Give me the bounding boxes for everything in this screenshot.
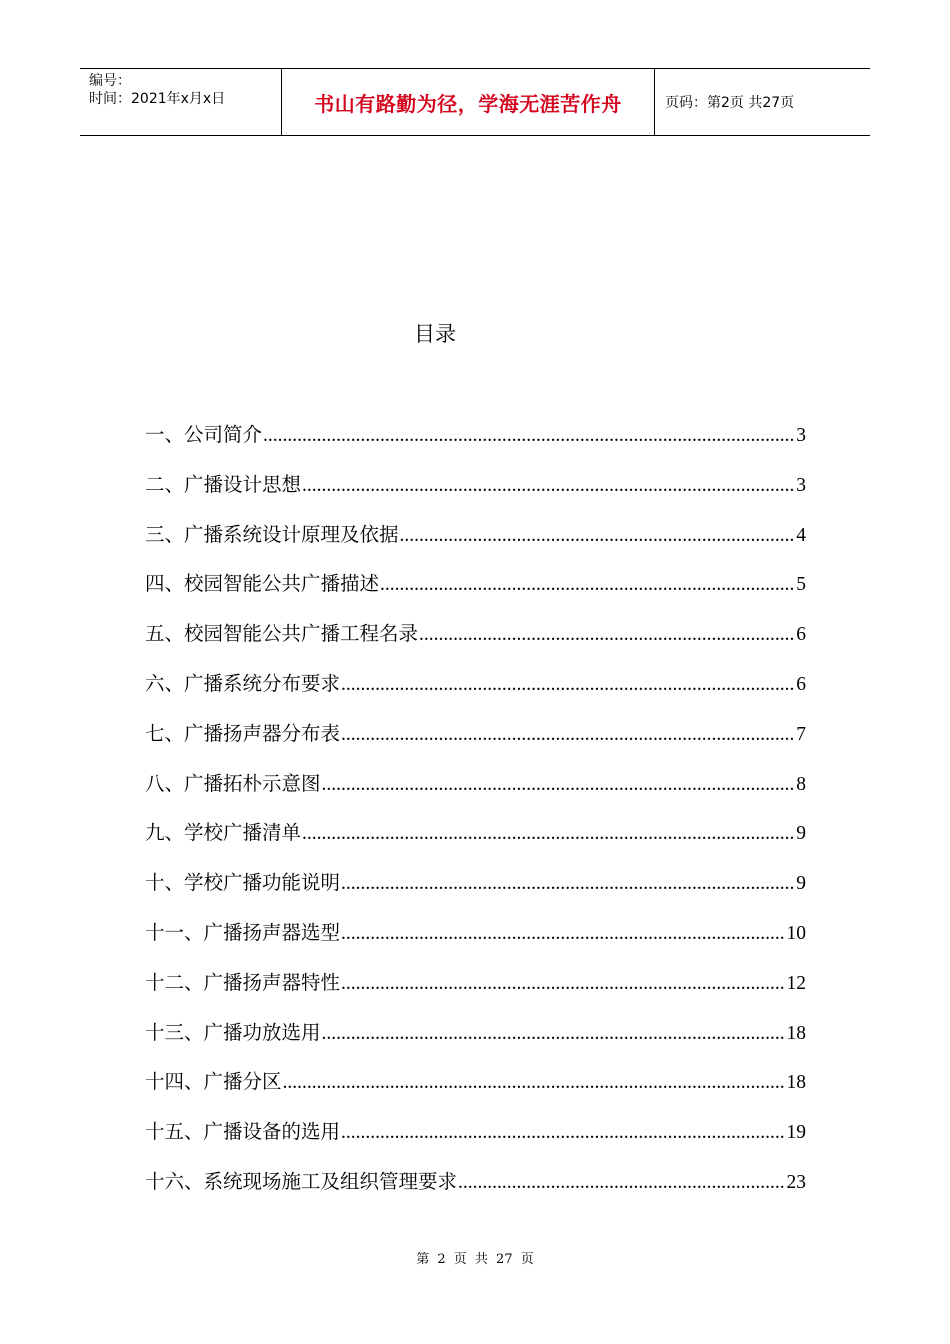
toc-item-label: 十、学校广播功能说明 xyxy=(145,871,341,895)
toc-item[interactable] xyxy=(145,568,806,618)
header-motto: 书山有路勤为径，学海无涯苦作舟 xyxy=(314,91,622,116)
toc-item-page: 10 xyxy=(786,922,806,944)
header-motto-cell xyxy=(282,69,655,135)
toc-item-label: 十二、广播扬声器特性 xyxy=(145,970,341,994)
header-page-info: 页码：第2页 共27页 xyxy=(665,95,795,111)
toc-item[interactable] xyxy=(145,768,806,818)
toc-item-page: 18 xyxy=(786,1072,806,1094)
toc-item[interactable] xyxy=(145,967,806,1017)
toc-item[interactable] xyxy=(145,1116,806,1166)
toc-leader-dots xyxy=(341,973,785,995)
toc-item[interactable] xyxy=(145,817,806,867)
toc-item-label: 四、校园智能公共广播描述 xyxy=(145,572,380,596)
toc-item-label: 十三、广播功放选用 xyxy=(145,1020,321,1044)
toc-leader-dots xyxy=(458,1172,785,1194)
toc-leader-dots xyxy=(341,1122,785,1144)
header-time: 时间：2021年x月x日 xyxy=(89,91,226,107)
header-meta xyxy=(80,69,282,135)
toc-title: 目录 xyxy=(414,322,456,346)
toc-leader-dots xyxy=(322,774,796,796)
toc-leader-dots xyxy=(322,1023,786,1045)
toc-item[interactable] xyxy=(145,718,806,768)
toc-item[interactable] xyxy=(145,1017,806,1067)
toc-item[interactable] xyxy=(145,469,806,519)
header-number: 编号： xyxy=(89,73,131,89)
toc-item-label: 八、广播拓朴示意图 xyxy=(145,771,321,795)
toc-item-page: 4 xyxy=(796,524,806,546)
toc-item-label: 九、学校广播清单 xyxy=(145,821,302,845)
toc-item-label: 十六、系统现场施工及组织管理要求 xyxy=(145,1169,458,1193)
toc-item-label: 二、广播设计思想 xyxy=(145,472,302,496)
toc-item[interactable] xyxy=(145,668,806,718)
toc-item[interactable] xyxy=(145,618,806,668)
toc-item-page: 5 xyxy=(796,574,806,596)
toc-item-page: 6 xyxy=(796,624,806,646)
toc-item-label: 十一、广播扬声器选型 xyxy=(145,920,341,944)
toc-item-page: 19 xyxy=(786,1122,806,1144)
toc-item[interactable] xyxy=(145,1066,806,1116)
toc-leader-dots xyxy=(341,873,795,895)
toc-item-page: 8 xyxy=(796,773,806,795)
toc-item-label: 六、广播系统分布要求 xyxy=(145,671,341,695)
toc-item[interactable] xyxy=(145,419,806,469)
toc-item-label: 一、公司简介 xyxy=(145,423,263,446)
toc-leader-dots xyxy=(263,425,795,447)
toc-item[interactable] xyxy=(145,1166,806,1216)
toc-item-label: 五、校园智能公共广播工程名录 xyxy=(145,622,419,646)
toc-leader-dots xyxy=(341,724,795,746)
toc-item[interactable] xyxy=(145,867,806,917)
toc-item-page: 7 xyxy=(796,723,806,745)
toc-item[interactable] xyxy=(145,917,806,967)
toc-leader-dots xyxy=(283,1072,786,1094)
toc-leader-dots xyxy=(380,574,795,596)
toc-item[interactable] xyxy=(145,519,806,569)
toc-item-page: 12 xyxy=(786,972,806,994)
toc-list xyxy=(145,419,806,1216)
toc-leader-dots xyxy=(400,525,796,547)
toc-item-page: 3 xyxy=(796,474,806,496)
toc-leader-dots xyxy=(341,674,795,696)
toc-item-page: 18 xyxy=(786,1022,806,1044)
toc-leader-dots xyxy=(341,923,785,945)
toc-item-label: 十四、广播分区 xyxy=(145,1070,282,1094)
toc-leader-dots xyxy=(302,475,795,497)
toc-item-page: 23 xyxy=(786,1171,806,1193)
toc-item-label: 十五、广播设备的选用 xyxy=(145,1120,341,1144)
toc-item-page: 9 xyxy=(796,823,806,845)
toc-item-label: 三、广播系统设计原理及依据 xyxy=(145,522,399,546)
page-footer: 第 2 页 共 27 页 xyxy=(416,1252,534,1267)
toc-leader-dots xyxy=(419,624,795,646)
page-header xyxy=(80,68,870,136)
toc-item-page: 6 xyxy=(796,673,806,695)
toc-item-page: 3 xyxy=(796,425,806,446)
toc-item-label: 七、广播扬声器分布表 xyxy=(145,721,341,745)
toc-leader-dots xyxy=(302,823,795,845)
toc-item-page: 9 xyxy=(796,873,806,895)
